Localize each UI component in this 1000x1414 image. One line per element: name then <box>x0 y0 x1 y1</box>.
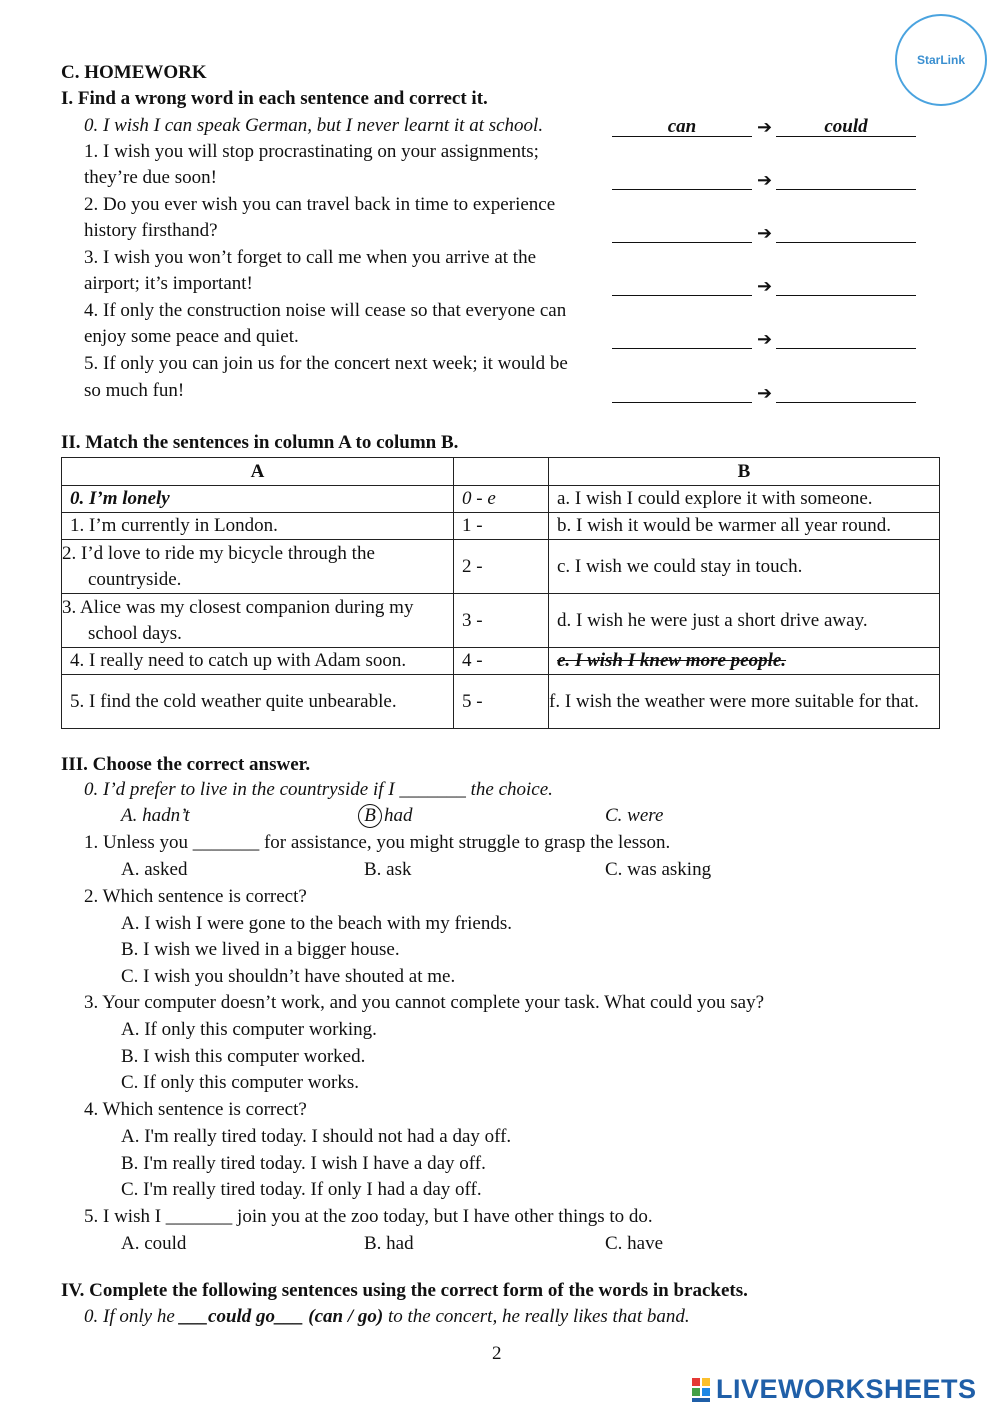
arrow-right-icon: ➔ <box>757 170 773 190</box>
answer-row-3 <box>612 272 918 298</box>
cell-a: 1. I’m currently in London. <box>62 513 454 540</box>
cell-match[interactable]: 0 - e <box>454 486 549 513</box>
section-title: C. HOMEWORK <box>61 62 207 83</box>
cell-a: 5. I find the cold weather quite unbearable. <box>62 675 454 729</box>
arrow-right-icon: ➔ <box>757 329 773 349</box>
column-match-header <box>454 458 549 486</box>
part4-example <box>84 1304 690 1330</box>
q0-option-b-word: had <box>384 805 413 826</box>
cell-a: 2. I’d love to ride my bicycle through the countryside. <box>62 540 454 594</box>
q1-option-b[interactable]: B. ask <box>364 859 412 880</box>
q2-option-c[interactable]: C. I wish you shouldn’t have shouted at me. <box>121 966 456 987</box>
wrong-word-field[interactable]: can <box>612 116 752 137</box>
q5-option-a[interactable]: A. could <box>121 1233 187 1254</box>
cell-match[interactable]: 1 - <box>454 513 549 540</box>
correct-word-field[interactable]: could <box>776 116 916 137</box>
q3-text: 3. Your computer doesn’t work, and you cannot complete your task. What could you say? <box>84 992 765 1013</box>
q3-option-a[interactable]: A. If only this computer working. <box>121 1019 377 1040</box>
table-row <box>62 648 940 675</box>
part1-item-1: 1. I wish you will stop procrastinating on your assignments; <box>84 141 539 162</box>
cell-b: b. I wish it would be warmer all year round. <box>549 513 940 540</box>
arrow-right-icon: ➔ <box>757 383 773 403</box>
part1-item-2: 2. Do you ever wish you can travel back in time to experience <box>84 194 556 215</box>
q3-option-b[interactable]: B. I wish this computer worked. <box>121 1046 366 1067</box>
cell-a: 0. I’m lonely <box>62 486 454 513</box>
answer-row-0 <box>612 113 918 139</box>
arrow-right-icon: ➔ <box>757 223 773 243</box>
q2-text: 2. Which sentence is correct? <box>84 886 307 907</box>
ex-post: to the concert, he really likes that band. <box>383 1306 690 1327</box>
q0-option-b[interactable] <box>362 803 413 829</box>
cell-b-used: e. I wish I knew more people. <box>549 648 940 675</box>
ex-hint: (can / go) <box>303 1306 384 1327</box>
part1-item-4-cont: enjoy some peace and quiet. <box>84 326 299 347</box>
cell-b: c. I wish we could stay in touch. <box>549 540 940 594</box>
cell-a: 3. Alice was my closest companion during my school days. <box>62 594 454 648</box>
part3-heading: III. Choose the correct answer. <box>61 754 311 775</box>
correct-word-field[interactable] <box>776 328 916 349</box>
q4-option-c[interactable]: C. I'm really tired today. If only I had a day off. <box>121 1179 482 1200</box>
arrow-right-icon: ➔ <box>757 117 773 137</box>
column-b-header: B <box>549 458 940 486</box>
cell-match[interactable]: 2 - <box>454 540 549 594</box>
part1-item-5-cont: so much fun! <box>84 380 185 401</box>
answer-row-1 <box>612 166 918 192</box>
q5-text: 5. I wish I _______ join you at the zoo today, but I have other things to do. <box>84 1206 653 1227</box>
ex-pre: 0. If only he <box>84 1306 180 1327</box>
q0-option-a[interactable]: A. hadn’t <box>121 805 190 826</box>
q2-option-a[interactable]: A. I wish I were gone to the beach with my friends. <box>121 913 512 934</box>
q5-option-b[interactable]: B. had <box>364 1233 414 1254</box>
page-number: 2 <box>492 1343 502 1364</box>
correct-word-field[interactable] <box>776 382 916 403</box>
arrow-right-icon: ➔ <box>757 276 773 296</box>
table-row <box>62 594 940 648</box>
wrong-word-field[interactable] <box>612 328 752 349</box>
logo-text: StarLink <box>916 53 965 67</box>
cell-b: f. I wish the weather were more suitable for that. <box>549 675 940 729</box>
cell-match[interactable]: 3 - <box>454 594 549 648</box>
q5-option-c[interactable]: C. have <box>605 1233 664 1254</box>
q4-text: 4. Which sentence is correct? <box>84 1099 307 1120</box>
column-a-header: A <box>62 458 454 486</box>
part1-item-0: 0. I wish I can speak German, but I never learnt it at school. <box>84 115 544 136</box>
cell-b: a. I wish I could explore it with someone. <box>549 486 940 513</box>
wrong-word-field[interactable] <box>612 222 752 243</box>
liveworksheets-icon <box>692 1378 712 1404</box>
cell-a: 4. I really need to catch up with Adam soon. <box>62 648 454 675</box>
part1-heading: I. Find a wrong word in each sentence and correct it. <box>61 88 488 109</box>
correct-word-field[interactable] <box>776 275 916 296</box>
part4-heading: IV. Complete the following sentences using the correct form of the words in brackets. <box>61 1280 748 1301</box>
table-row <box>62 675 940 729</box>
table-header-row <box>62 458 940 486</box>
q1-option-c[interactable]: C. was asking <box>605 859 712 880</box>
table-row <box>62 513 940 540</box>
q4-option-b[interactable]: B. I'm really tired today. I wish I have a day off. <box>121 1153 486 1174</box>
answer-row-4 <box>612 325 918 351</box>
selected-circle: B <box>358 804 382 828</box>
q0-text: 0. I’d prefer to live in the countryside if I _______ the choice. <box>84 779 553 800</box>
part1-item-5: 5. If only you can join us for the concert next week; it would be <box>84 353 568 374</box>
part1-item-2-cont: history firsthand? <box>84 220 218 241</box>
answer-row-5 <box>612 379 918 405</box>
q1-text: 1. Unless you _______ for assistance, you might struggle to grasp the lesson. <box>84 832 671 853</box>
part1-item-4: 4. If only the construction noise will cease so that everyone can <box>84 300 567 321</box>
cell-b: d. I wish he were just a short drive away. <box>549 594 940 648</box>
q3-option-c[interactable]: C. If only this computer works. <box>121 1072 360 1093</box>
wrong-word-field[interactable] <box>612 169 752 190</box>
wrong-word-field[interactable] <box>612 275 752 296</box>
answer-row-2 <box>612 219 918 245</box>
q1-option-a[interactable]: A. asked <box>121 859 188 880</box>
matching-table <box>61 457 940 729</box>
starlink-logo <box>895 14 987 106</box>
correct-word-field[interactable] <box>776 169 916 190</box>
cell-match[interactable]: 5 - <box>454 675 549 729</box>
part1-item-1-cont: they’re due soon! <box>84 167 217 188</box>
wrong-word-field[interactable] <box>612 382 752 403</box>
q0-option-c[interactable]: C. were <box>605 805 664 826</box>
part1-item-3-cont: airport; it’s important! <box>84 273 253 294</box>
correct-word-field[interactable] <box>776 222 916 243</box>
q2-option-b[interactable]: B. I wish we lived in a bigger house. <box>121 939 400 960</box>
table-row <box>62 540 940 594</box>
cell-match[interactable]: 4 - <box>454 648 549 675</box>
ex-answer[interactable]: ___could go___ <box>179 1306 304 1327</box>
table-row <box>62 486 940 513</box>
q4-option-a[interactable]: A. I'm really tired today. I should not had a day off. <box>121 1126 512 1147</box>
part2-heading: II. Match the sentences in column A to column B. <box>61 432 459 453</box>
part1-item-3: 3. I wish you won’t forget to call me when you arrive at the <box>84 247 537 268</box>
liveworksheets-brand[interactable]: LIVEWORKSHEETS <box>716 1374 977 1404</box>
